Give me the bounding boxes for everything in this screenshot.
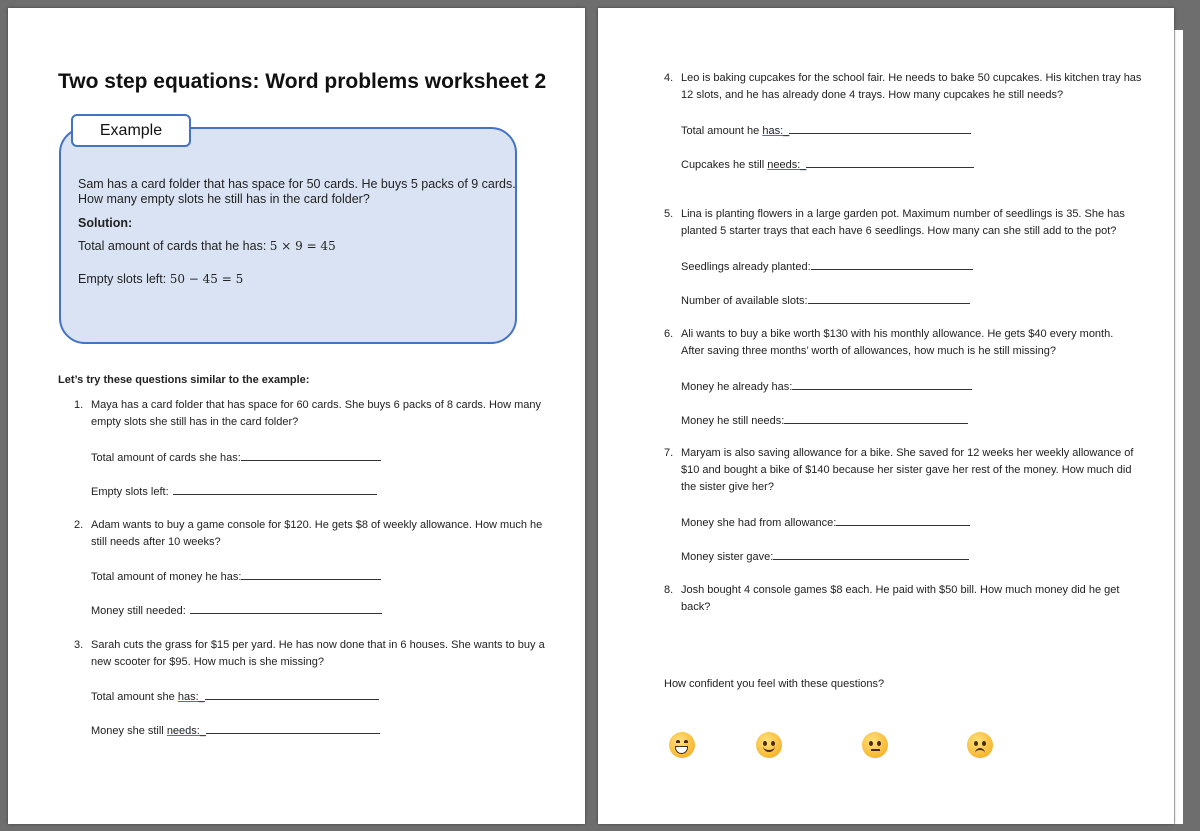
solution-line-1-math: 5 × 9 = 45 [269,239,336,253]
answer-label: Money still needed: [91,605,186,617]
answer-line[interactable] [836,515,970,526]
answer-label-underlined: needs: [767,159,801,171]
neutral-face-icon[interactable] [862,732,888,758]
question-5-answer-2[interactable] [681,293,970,307]
question-5-text-line-2: planted 5 starter trays that each have 6 seedlings. How many can she still add to the pot? [681,225,1117,237]
question-4-text-line-1: Leo is baking cupcakes for the school fair. He needs to bake 50 cupcakes. His kitchen tray has [681,72,1142,84]
answer-line[interactable] [173,484,377,495]
question-8-number: 8. [664,584,674,596]
solution-line-1 [78,238,336,255]
example-box [59,127,517,344]
example-problem-line-1: Sam has a card folder that has space for 50 cards. He buys 5 packs of 9 cards. [78,177,516,191]
example-problem-line-2: How many empty slots he still has in the card folder? [78,192,370,206]
answer-label-underscore: _ [800,159,807,171]
worksheet-page-2 [598,8,1174,824]
question-3-text-line-2: new scooter for $95. How much is she missing? [91,656,324,668]
question-3-text-line-1: Sarah cuts the grass for $15 per yard. He has now done that in 6 houses. She wants to buy a [91,639,545,651]
question-2-answer-2[interactable] [91,603,382,617]
answer-line[interactable] [806,157,974,168]
answer-label: Money sister gave: [681,551,774,563]
frowning-face-icon[interactable] [967,732,993,758]
question-7-text-line-2: $10 and bought a bike of $140 because her sister gave her rest of the money. How much did [681,464,1132,476]
answer-line[interactable] [206,723,380,734]
answer-label-underscore: _ [198,691,205,703]
answer-line[interactable] [789,123,971,134]
answer-label: Empty slots left: [91,486,169,498]
question-8-text-line-1: Josh bought 4 console games $8 each. He paid with $50 bill. How much money did he get [681,584,1120,596]
answer-label: Money she had from allowance: [681,517,837,529]
question-6-answer-2[interactable] [681,413,968,427]
answer-label: Total amount of cards she has: [91,452,241,464]
answer-label: Number of available slots: [681,295,808,307]
answer-label-underlined: has: [762,125,784,137]
question-7-answer-1[interactable] [681,515,970,529]
answer-line[interactable] [792,379,972,390]
answer-label: Money he still needs: [681,415,785,427]
question-5-number: 5. [664,208,674,220]
question-1-answer-2[interactable] [91,484,377,498]
question-8-text-line-2: back? [681,601,711,613]
question-6-text-line-2: After saving three months’ worth of allowances, how much is he still missing? [681,345,1056,357]
answer-label: Total amount of money he has: [91,571,242,583]
answer-line[interactable] [205,689,379,700]
answer-line[interactable] [241,450,381,461]
question-5-text-line-1: Lina is planting flowers in a large garden pot. Maximum number of seedlings is 35. She has [681,208,1125,220]
answer-label: Total amount she [91,691,178,703]
question-6-text-line-1: Ali wants to buy a bike worth $130 with his monthly allowance. He gets $40 every month. [681,328,1114,340]
question-5-answer-1[interactable] [681,259,973,273]
solution-label: Solution: [78,216,133,230]
answer-label: Money he already has: [681,381,793,393]
solution-line-1-label: Total amount of cards that he has: [78,239,267,253]
question-1-text-line-2: empty slots she still has in the card folder? [91,416,299,428]
question-6-number: 6. [664,328,674,340]
answer-label-underscore: _ [783,125,790,137]
page-title: Two step equations: Word problems worksheet 2 [58,70,547,93]
answer-line[interactable] [808,293,970,304]
question-2-number: 2. [74,519,84,531]
question-7-text-line-3: the sister give her? [681,481,774,493]
instructions: Let’s try these questions similar to the example: [58,374,310,386]
worksheet-page-1 [8,8,585,824]
answer-line[interactable] [784,413,968,424]
question-3-number: 3. [74,639,84,651]
answer-line[interactable] [190,603,382,614]
answer-label-underlined: needs: [166,725,200,737]
question-2-answer-1[interactable] [91,569,381,583]
question-7-text-line-1: Maryam is also saving allowance for a bike. She saved for 12 weeks her weekly allowance of [681,447,1134,459]
solution-line-2 [78,271,243,288]
question-4-text-line-2: 12 slots, and he has already done 4 trays. How many cupcakes he still needs? [681,89,1064,101]
question-7-answer-2[interactable] [681,549,969,563]
solution-line-2-math: 50 − 45 = 5 [169,272,244,286]
answer-label: Money she still [91,725,167,737]
example-tab: Example [71,114,191,147]
grinning-face-icon[interactable] [669,732,695,758]
answer-label-underscore: _ [199,725,206,737]
question-4-answer-2[interactable] [681,157,974,171]
question-7-number: 7. [664,447,674,459]
page-edge [1174,30,1183,824]
question-4-number: 4. [664,72,674,84]
answer-label: Cupcakes he still [681,159,768,171]
solution-line-2-label: Empty slots left: [78,272,167,286]
question-1-number: 1. [74,399,84,411]
answer-line[interactable] [773,549,969,560]
answer-line[interactable] [241,569,381,580]
answer-label: Seedlings already planted: [681,261,811,273]
question-2-text-line-2: still needs after 10 weeks? [91,536,221,548]
question-2-text-line-1: Adam wants to buy a game console for $120. He gets $8 of weekly allowance. How much he [91,519,543,531]
question-3-answer-2[interactable] [91,723,380,737]
question-4-answer-1[interactable] [681,123,971,137]
question-6-answer-1[interactable] [681,379,972,393]
question-1-text-line-1: Maya has a card folder that has space for 60 cards. She buys 6 packs of 8 cards. How many [91,399,542,411]
slightly-smiling-face-icon[interactable] [756,732,782,758]
answer-line[interactable] [811,259,973,270]
confidence-prompt: How confident you feel with these questions? [664,678,885,690]
answer-label-underlined: has: [177,691,199,703]
answer-label: Total amount he [681,125,763,137]
question-1-answer-1[interactable] [91,450,381,464]
question-3-answer-1[interactable] [91,689,379,703]
